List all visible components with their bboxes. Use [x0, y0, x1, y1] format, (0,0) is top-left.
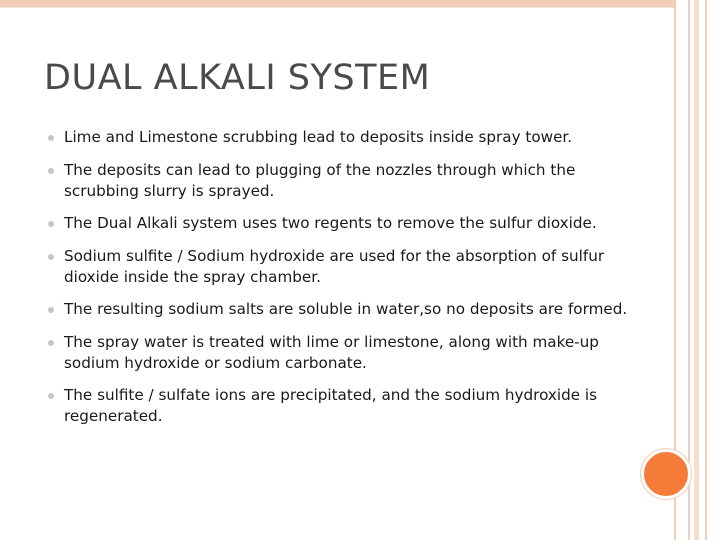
slide-title: DUAL ALKALI SYSTEM	[44, 58, 431, 98]
bullet-icon	[48, 393, 54, 399]
bullet-text: The resulting sodium salts are soluble in water,so no deposits are formed.	[64, 300, 628, 318]
bullet-text: The deposits can lead to plugging of the nozzles through which the scrubbing slurry is sprayed.	[64, 160, 576, 200]
bullet-text: The spray water is treated with lime or limestone, along with make-up sodium hydroxide or sodium carbonate.	[64, 332, 599, 372]
bullet-item	[48, 299, 628, 320]
bullet-text: The sulfite / sulfate ions are precipitated, and the sodium hydroxide is regenerated.	[64, 386, 598, 425]
right-border-line	[705, 0, 707, 540]
bullet-icon	[48, 254, 54, 260]
right-border-line	[688, 0, 690, 540]
bullet-text: Lime and Limestone scrubbing lead to deposits inside spray tower.	[64, 128, 573, 146]
bullet-item	[48, 385, 628, 427]
bullet-icon	[48, 168, 54, 174]
decorative-circle	[641, 449, 691, 499]
bullet-item	[48, 160, 628, 202]
bullet-item	[48, 127, 628, 148]
top-border-bar	[0, 0, 674, 7]
bullet-text: The Dual Alkali system uses two regents to remove the sulfur dioxide.	[64, 214, 597, 232]
bullet-item	[48, 332, 628, 374]
bullet-item	[48, 246, 628, 288]
bullet-text: Sodium sulfite / Sodium hydroxide are used for the absorption of sulfur dioxide inside the spray chamber.	[64, 246, 605, 286]
bullet-icon	[48, 340, 54, 346]
bullet-icon	[48, 221, 54, 227]
bullet-list	[48, 127, 628, 439]
top-border-line	[0, 7, 674, 8]
bullet-icon	[48, 135, 54, 141]
right-border-band	[694, 0, 699, 540]
bullet-item	[48, 213, 628, 234]
bullet-icon	[48, 307, 54, 313]
